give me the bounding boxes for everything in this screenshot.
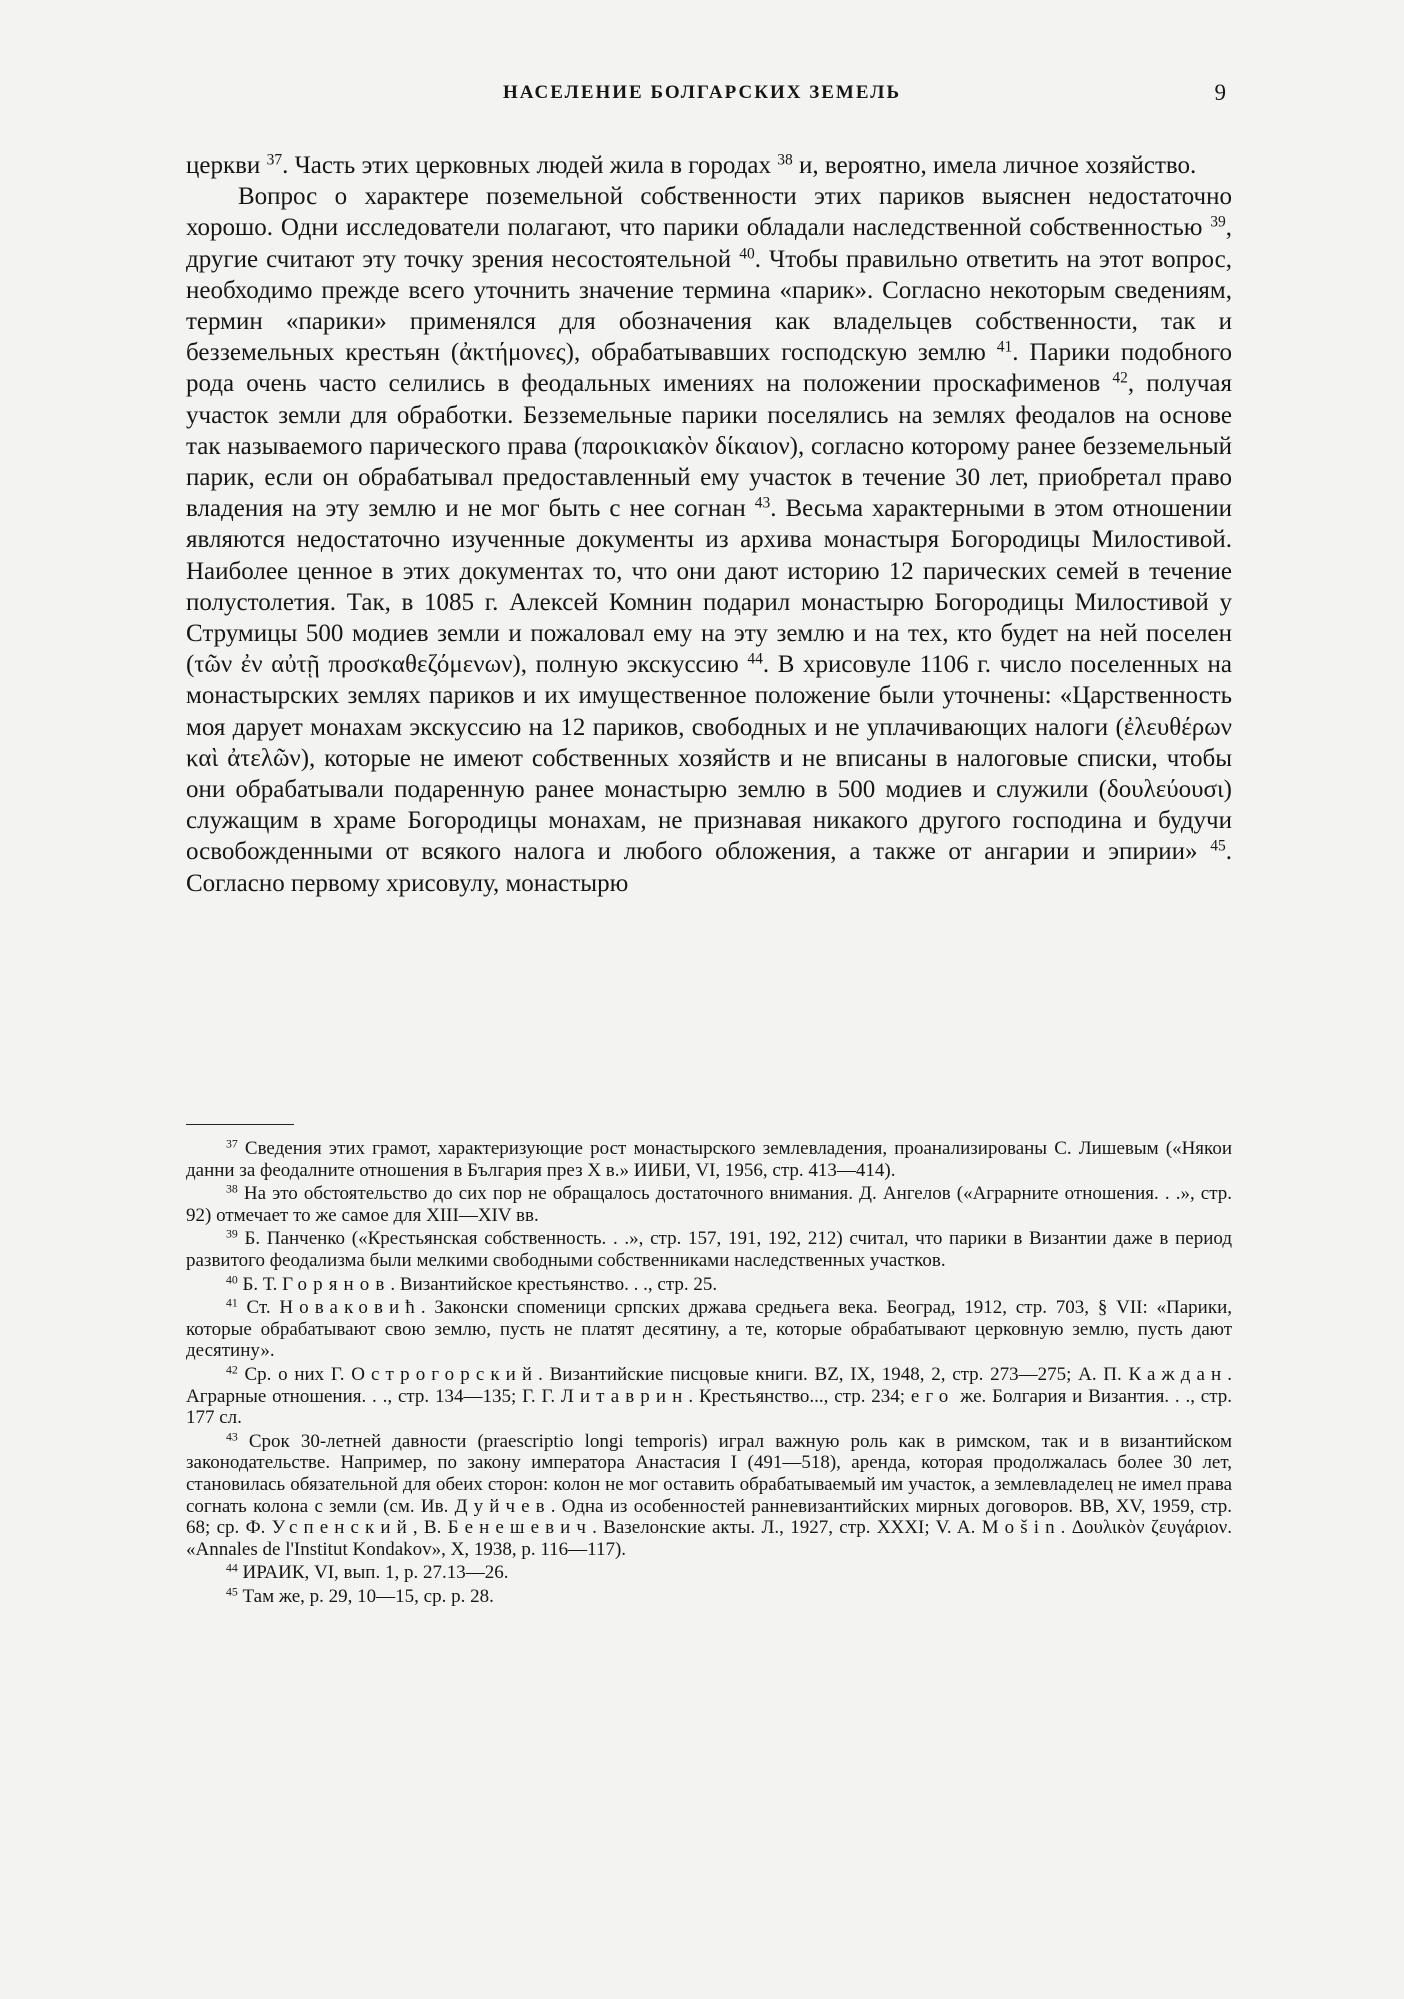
main-footnote-ref: 42 xyxy=(1112,369,1128,387)
footnote xyxy=(186,1431,1232,1561)
footnote-text-run: . Законски споменици српских држава средњега века. Београд, 1912, стр. 703, § VII: «Парики, которые обрабатывают свою землю, пусть не платят десятину, а те, которые обрабатывают церковную землю, пусть дают десятину». xyxy=(186,1297,1232,1362)
footnote-spaced-name: Дуйчев xyxy=(454,1495,551,1517)
footnote-text-run: Сведения этих грамот, характеризующие рост монастырского землевладения, проанализированы С. Лишевым («Някои данни за феодалните отношения в България през X в.» ИИБИ, VI, 1956, стр. 413—414). xyxy=(186,1138,1232,1181)
main-footnote-ref: 40 xyxy=(739,245,755,263)
main-footnote-ref: 44 xyxy=(747,650,763,668)
footnote-footnote-ref: 43 xyxy=(226,1430,238,1444)
footnote-text-run: . Аграрные отношения. . ., стр. 134—135; Г. Г. xyxy=(186,1363,1232,1407)
main-footnote-ref: 43 xyxy=(754,494,771,512)
footnote-text-run: , В. xyxy=(412,1517,448,1539)
footnote-text-run: Б. Панченко («Крестьянская собственность. . .», стр. 157, 191, 192, 212) считал, что парики в Византии даже в период развитого феодализма были мелкими свободными собственниками наследственных участков. xyxy=(186,1228,1232,1271)
main-paragraph xyxy=(186,181,1232,899)
main-text-run: Вопрос о характере поземельной собственности этих париков выяснен недостаточно хорошо. Одни исследователи полагают, что парики обладали наследственной собственностью xyxy=(186,183,1232,242)
footnote xyxy=(186,1228,1232,1271)
footnote xyxy=(186,1297,1232,1362)
footnote-spaced-name: его xyxy=(910,1385,955,1407)
footnote-text-run: . Византийские писцовые книги. BZ, IX, 1948, 2, стр. 273—275; А. П. xyxy=(538,1363,1129,1385)
footnote-spaced-name: Острогорский xyxy=(351,1363,539,1385)
footnote-spaced-name: Каждан xyxy=(1128,1363,1228,1385)
main-text-run: . Весьма характерными в этом отношении являются недостаточно изученные документы из архива монастыря Богородицы Милостивой. Наиболее ценное в этих документах то, что они дают историю 12 парических семей в течение полустолетия. Так, в 1085 г. Алексей Комнин подарил монастырю Богородицы Милостивой у Струмицы 500 модиев земли и пожаловал ему на эту землю и на тех, кто будет на ней поселен (τῶν ἐν αὐτῇ προσκαθεζόμενων), полную экскуссию xyxy=(186,495,1232,679)
footnote xyxy=(186,1562,1232,1584)
footnote xyxy=(186,1586,1232,1608)
footnote-text-run: Ст. xyxy=(237,1297,280,1319)
footnote-text-run: . Δουλικὸν ζευγάριον. «Annales de l'Institut Kondakov», X, 1938, p. 116—117). xyxy=(186,1517,1232,1560)
footnote-separator xyxy=(186,1124,294,1125)
main-text xyxy=(186,150,1232,899)
footnote-text-run: . Византийское крестьянство. . ., стр. 25. xyxy=(390,1273,718,1295)
footnote-text-run: Срок 30-летней давности (praescriptio longi temporis) играл важную роль как в римском, так и в византийском законодательстве. Например, по закону императора Анастасия I (491—518), аренда, которая продолжалась более 30 лет, становилась обязательной для обеих сторон: колон не мог оставить обрабатываемый им участок, а землевладелец не имел права согнать колона с земли (см. Ив. xyxy=(186,1430,1232,1517)
footnote-text-run: . Крестьянство..., стр. 234; xyxy=(688,1385,911,1407)
footnote xyxy=(186,1274,1232,1296)
footnote-text-run: . Одна из особенностей ранневизантийских мирных договоров. ВВ, XV, 1959, стр. 68; ср. Ф. xyxy=(186,1495,1232,1539)
footnote-text-run: Б. Т. xyxy=(237,1273,283,1295)
footnote xyxy=(186,1364,1232,1429)
footnote-spaced-name: Успенский xyxy=(271,1517,413,1539)
footnote-footnote-ref: 39 xyxy=(226,1227,238,1241)
main-text-run: . Парики подобного рода очень часто селились в феодальных имениях на положении проскафименов xyxy=(186,339,1232,398)
main-paragraph xyxy=(186,150,1232,181)
footnote-footnote-ref: 45 xyxy=(226,1585,238,1599)
main-text-run: церкви xyxy=(186,152,267,179)
main-text-run: . Чтобы правильно ответить на этот вопрос, необходимо прежде всего уточнить значение термина «парик». Согласно некоторым сведениям, термин «парики» применялся для обозначения как владельцев собственности, так и безземельных крестьян (ἀκτήμονες), обрабатывавших господскую землю xyxy=(186,245,1232,367)
footnote xyxy=(186,1138,1232,1181)
footnote-spaced-name: Бенешевич xyxy=(447,1517,593,1539)
running-title: НАСЕЛЕНИЕ БОЛГАРСКИХ ЗЕМЕЛЬ xyxy=(502,82,902,103)
footnote-footnote-ref: 41 xyxy=(226,1296,238,1310)
footnote-footnote-ref: 38 xyxy=(226,1182,238,1196)
main-text-run: . В хрисовуле 1106 г. число поселенных на монастырских землях париков и их имущественное положение были уточнены: «Царственность моя дарует монахам экскуссию на 12 париков, свободных и не уплачивающих налоги (ἐλευθέρων καὶ ἀτελῶν), которые не имеют собственных хозяйств и не вписаны в налоговые списки, чтобы они обрабатывали подаренную ранее монастырю землю в 500 модиев и служили (δουλεύουσι) служащим в храме Богородицы монахам, не признавая никакого другого господина и будучи освобожденными от всякого налога и любого обложения, а также от ангарии и эпирии» xyxy=(186,651,1232,866)
page-header xyxy=(0,82,1404,112)
footnotes xyxy=(186,1138,1232,1607)
footnote-footnote-ref: 44 xyxy=(226,1561,238,1575)
footnote-text-run: Ср. о них Г. xyxy=(237,1363,352,1385)
footnote-text-run: . Вазелонские акты. Л., 1927, стр. XXXI; V. A. xyxy=(592,1517,982,1539)
main-footnote-ref: 37 xyxy=(266,151,283,169)
footnote-spaced-name: Горянов xyxy=(282,1273,391,1295)
footnote-text-run: ИРАИК, VI, вып. 1, р. 27.13—26. xyxy=(237,1562,509,1584)
main-text-run: . Часть этих церковных людей жила в городах xyxy=(282,152,778,179)
footnote-text-run: Там же, р. 29, 10—15, ср. р. 28. xyxy=(237,1585,494,1607)
main-footnote-ref: 41 xyxy=(996,338,1013,356)
footnote-text-run: На это обстоятельство до сих пор не обращалось достаточного внимания. Д. Ангелов («Аграрните отношения. . .», стр. 92) отмечает то же самое для XIII—XIV вв. xyxy=(186,1183,1232,1226)
footnote-text-run: же. Болгария и Византия. . ., стр. 177 сл. xyxy=(186,1385,1232,1429)
footnote-footnote-ref: 42 xyxy=(226,1363,238,1377)
footnote xyxy=(186,1183,1232,1226)
main-text-run: , другие считают эту точку зрения несостоятельной xyxy=(186,214,1232,273)
main-text-run: , получая участок земли для обработки. Безземельные парики поселялись на землях феодалов на основе так называемого парического права (παροικιακὸν δίκαιον), согласно которому ранее безземельный парик, если он обрабатывал предоставленный ему участок в течение 30 лет, приобретал право владения на эту землю и не мог быть с нее согнан xyxy=(186,370,1232,523)
main-text-run: . Согласно первому хрисовулу, монастырю xyxy=(186,838,1232,897)
footnote-spaced-name: Литаврин xyxy=(560,1385,689,1407)
main-text-run: и, вероятно, имела личное хозяйство. xyxy=(792,152,1197,179)
footnote-footnote-ref: 37 xyxy=(226,1137,238,1151)
footnote-spaced-name: Mošin xyxy=(981,1517,1061,1539)
page-number: 9 xyxy=(1214,80,1226,105)
main-footnote-ref: 45 xyxy=(1210,837,1226,855)
main-footnote-ref: 39 xyxy=(1210,213,1226,231)
footnote-spaced-name: Новаковић xyxy=(279,1297,421,1319)
main-footnote-ref: 38 xyxy=(777,151,793,169)
footnote-footnote-ref: 40 xyxy=(226,1273,238,1287)
